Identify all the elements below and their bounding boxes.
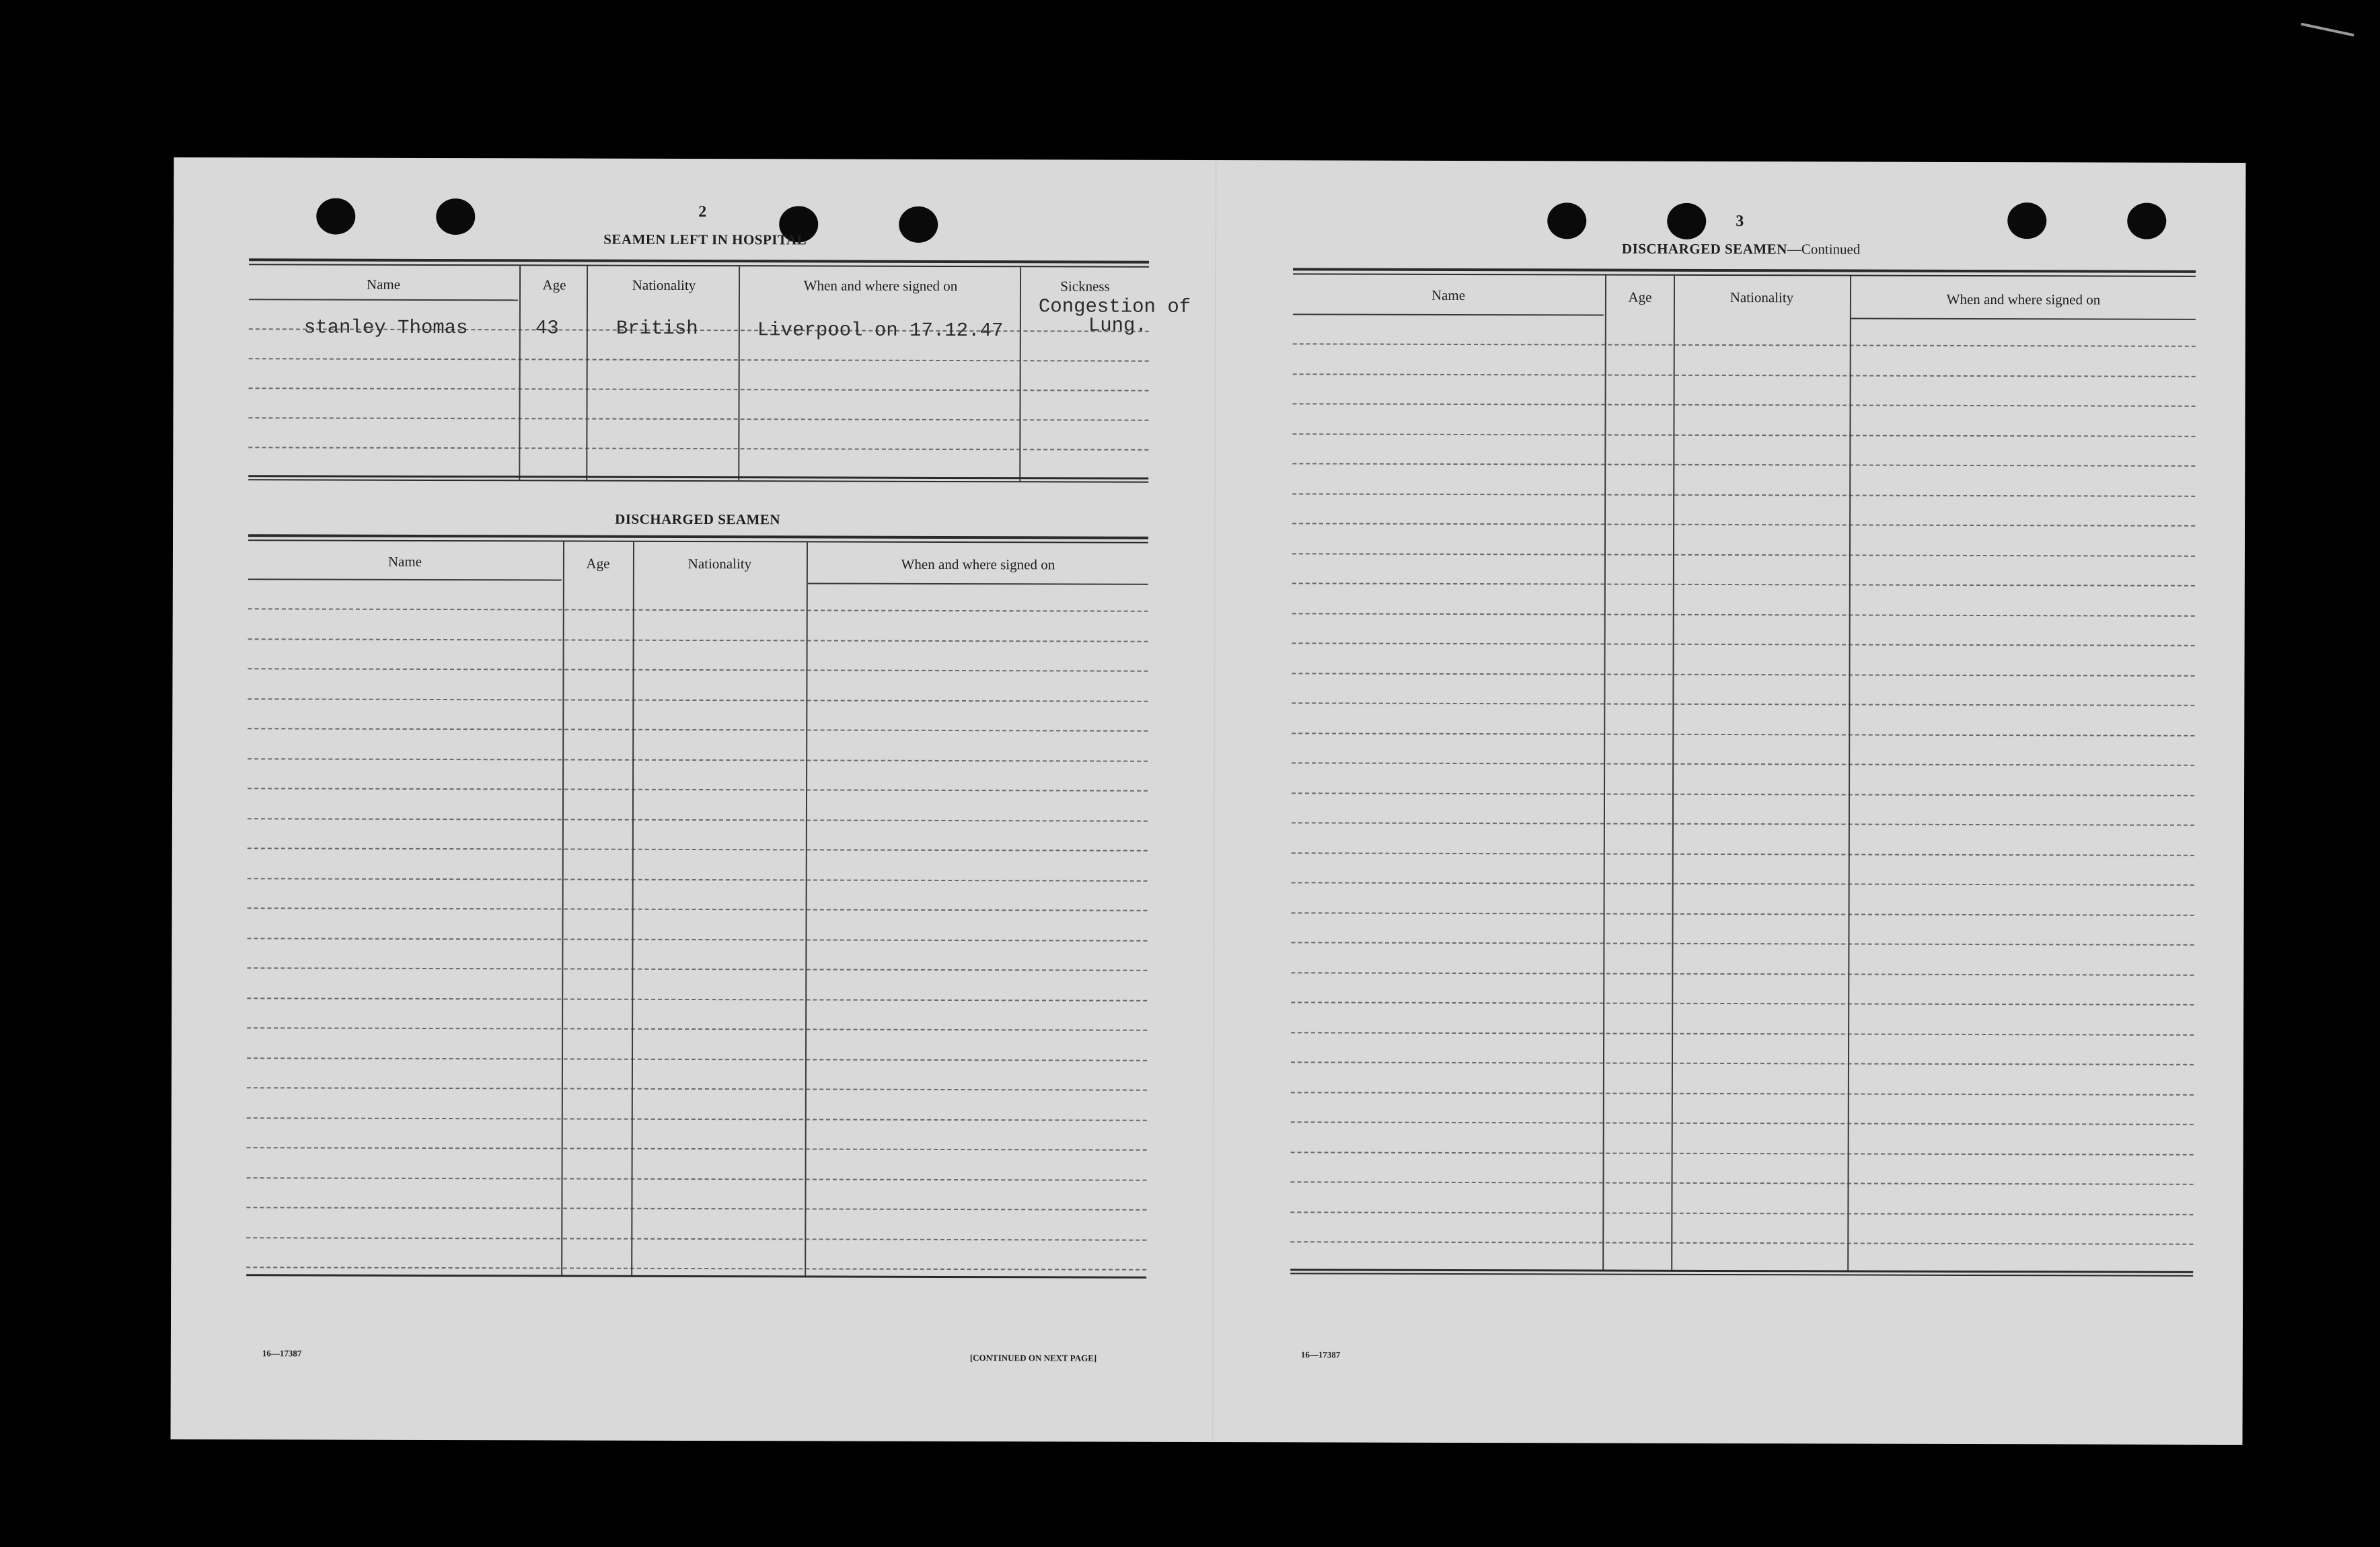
ruled-line	[1292, 732, 2194, 737]
ruled-line	[1291, 1152, 2194, 1156]
ruled-line	[248, 907, 1148, 911]
col-header-sickness: Sickness	[1060, 278, 1110, 295]
ruled-line	[247, 1177, 1147, 1181]
ruled-line	[246, 1267, 1146, 1271]
ruled-line	[1292, 642, 2195, 646]
section-title-text: DISCHARGED SEAMEN	[1621, 240, 1787, 258]
ruled-line	[1292, 463, 2195, 467]
col-header-nationality: Nationality	[687, 555, 752, 572]
ruled-line	[1292, 852, 2194, 856]
page-fold	[1212, 160, 1217, 1442]
scan-edge-mark	[2301, 23, 2354, 37]
col-header-name: Name	[366, 276, 401, 293]
punch-hole	[1547, 202, 1586, 239]
entry-nationality: British	[616, 317, 698, 340]
form-number: 16—17387	[1300, 1349, 1341, 1360]
form-number: 16—17387	[262, 1348, 302, 1359]
ruled-line	[1292, 523, 2195, 527]
col-header-nationality: Nationality	[1730, 289, 1794, 306]
ruled-line	[1290, 1211, 2193, 1215]
discharged-table-left	[246, 534, 1148, 1279]
punch-hole	[316, 198, 355, 235]
discharged-table-right	[1290, 268, 2196, 1275]
hospital-table	[248, 258, 1191, 483]
col-header-age: Age	[1628, 289, 1652, 305]
ledger-sheet	[171, 157, 2246, 1445]
ruled-line	[247, 997, 1147, 1002]
ruled-line	[248, 698, 1148, 702]
ruled-line	[1292, 822, 2194, 826]
ruled-line	[1292, 582, 2195, 587]
ruled-line	[1292, 433, 2195, 437]
discharged-continued-title	[1526, 240, 1956, 258]
punch-hole	[899, 206, 938, 243]
ruled-line	[1292, 673, 2194, 677]
col-header-signed-on: When and where signed on	[1946, 291, 2101, 308]
ruled-line	[246, 1207, 1146, 1211]
ruled-line	[248, 847, 1148, 852]
hospital-section-title: SEAMEN LEFT IN HOSPITAL	[603, 231, 807, 248]
col-header-signed-on: When and where signed on	[901, 556, 1055, 573]
entry-signed-on: Liverpool on 17.12.47	[757, 319, 1004, 342]
entry-sickness-line1: Congestion of	[1038, 295, 1191, 318]
ruled-line	[1292, 792, 2194, 796]
ruled-line	[1291, 1181, 2194, 1185]
section-title-suffix: —Continued	[1787, 241, 1861, 258]
ruled-line	[1291, 942, 2194, 946]
col-header-name: Name	[1431, 287, 1466, 303]
punch-hole	[2007, 202, 2046, 239]
col-header-age: Age	[542, 276, 566, 293]
ruled-line	[1292, 762, 2194, 766]
ruled-line	[248, 668, 1148, 672]
ruled-line	[1291, 972, 2194, 976]
ruled-line	[1293, 373, 2196, 377]
ruled-line	[1292, 553, 2195, 557]
entry-sickness-line2: Lung.	[1088, 314, 1147, 337]
entry-age: 43	[535, 317, 559, 340]
punch-hole	[2127, 203, 2166, 239]
ruled-line	[1292, 493, 2195, 497]
ruled-line	[1292, 882, 2194, 886]
ruled-line	[247, 1147, 1147, 1151]
col-header-signed-on: When and where signed on	[803, 277, 958, 295]
ruled-line	[1291, 1092, 2194, 1096]
ruled-line	[1291, 1002, 2194, 1006]
page-number: 2	[698, 203, 707, 221]
ruled-line	[247, 1117, 1147, 1121]
ruled-line	[1292, 702, 2194, 706]
ruled-line	[247, 938, 1147, 942]
ruled-line	[1292, 613, 2195, 617]
ruled-line	[1292, 912, 2194, 916]
ruled-line	[1291, 1061, 2194, 1065]
col-header-nationality: Nationality	[632, 276, 696, 294]
col-header-age: Age	[586, 555, 610, 572]
ruled-line	[1291, 1032, 2194, 1036]
ruled-line	[248, 638, 1148, 642]
ruled-line	[1293, 343, 2196, 347]
entry-name: stanley Thomas	[303, 316, 468, 340]
ruled-line	[248, 818, 1148, 822]
ruled-line	[248, 788, 1148, 792]
ruled-line	[248, 608, 1148, 612]
ruled-line	[248, 758, 1148, 762]
continued-note: [CONTINUED ON NEXT PAGE]	[969, 1353, 1097, 1363]
ruled-line	[247, 1027, 1147, 1031]
ruled-line	[247, 967, 1147, 971]
ruled-line	[248, 878, 1148, 882]
ruled-line	[1291, 1121, 2194, 1125]
punch-hole	[1667, 203, 1706, 239]
page-number: 3	[1736, 213, 1744, 231]
ruled-line	[1293, 403, 2196, 407]
col-header-name: Name	[387, 553, 422, 570]
punch-hole	[436, 198, 475, 235]
ruled-line	[246, 1237, 1146, 1241]
ruled-line	[247, 1057, 1147, 1061]
ruled-line	[247, 1087, 1147, 1091]
ruled-line	[1290, 1241, 2193, 1245]
ruled-line	[248, 728, 1148, 732]
discharged-section-title: DISCHARGED SEAMEN	[615, 511, 781, 528]
